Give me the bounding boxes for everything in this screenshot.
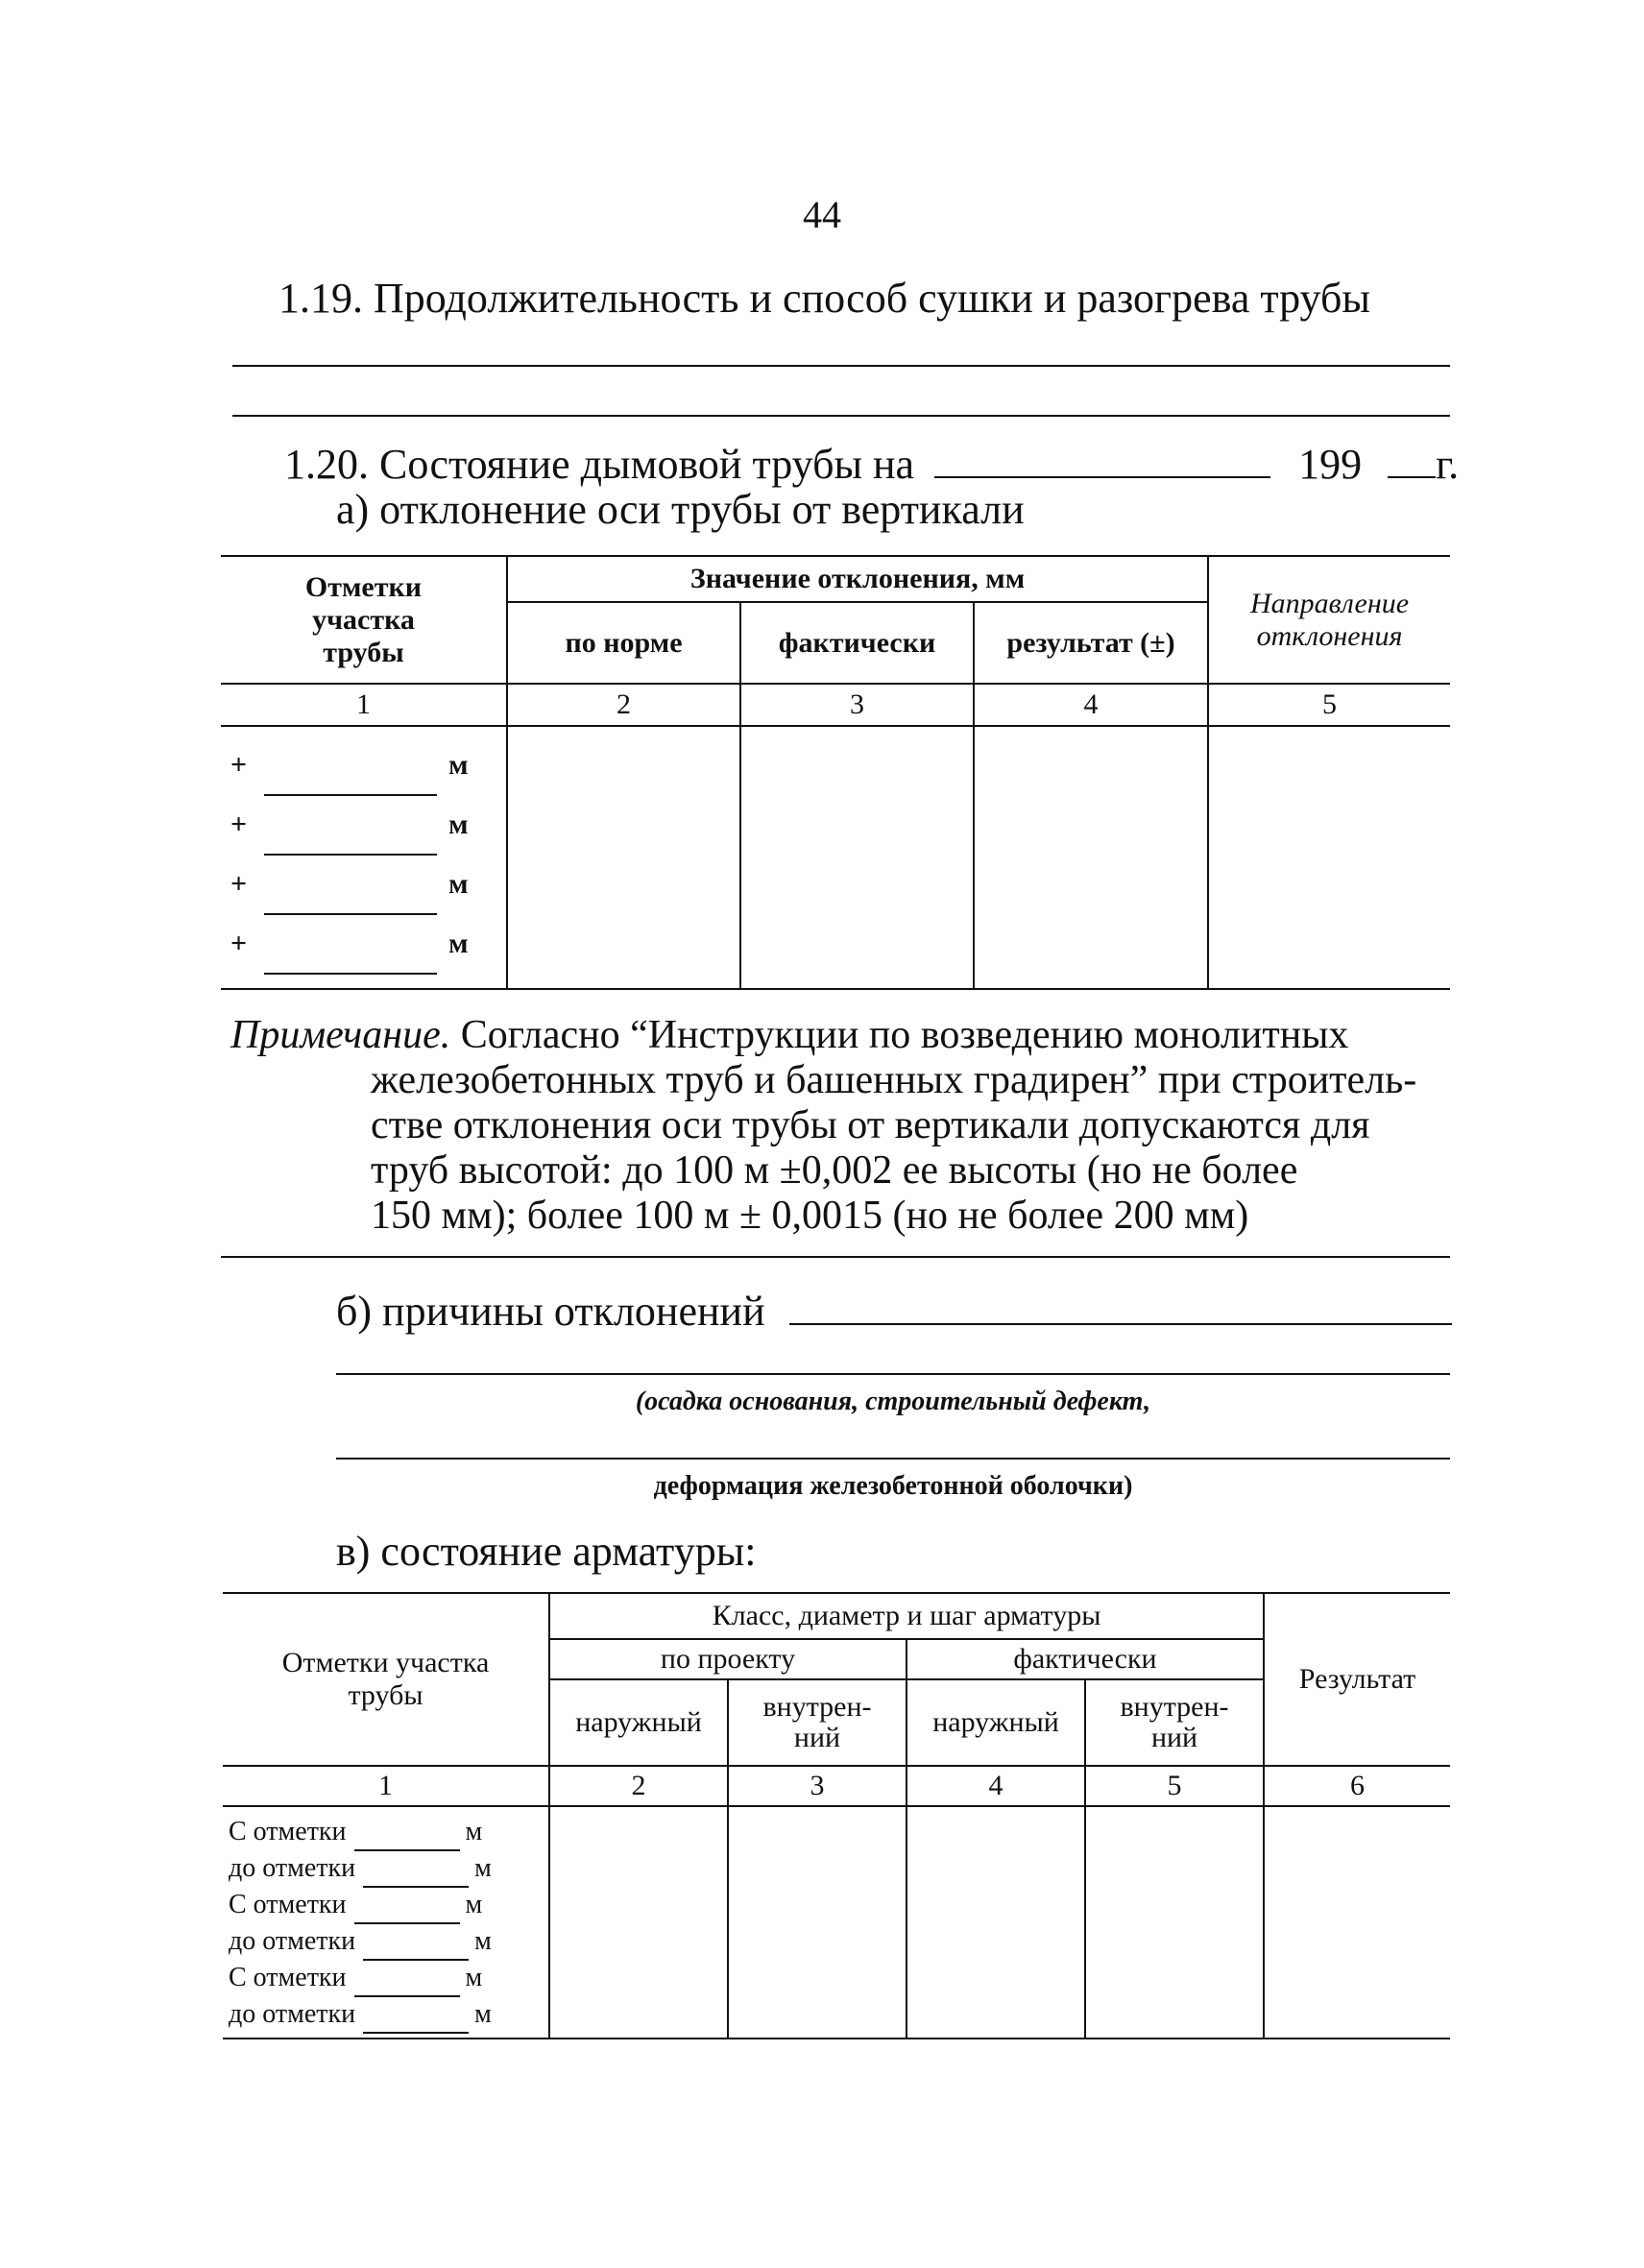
col-header-outer: наружный xyxy=(907,1679,1085,1766)
mark-blank[interactable] xyxy=(264,856,437,915)
plus-sign: + xyxy=(230,749,248,781)
col-header-norm: по норме xyxy=(507,602,740,684)
col-header-outer: наружный xyxy=(549,1679,728,1766)
unit-m: м xyxy=(465,1890,483,1919)
mark-row xyxy=(230,736,506,796)
col-header-direction: Направление отклонения xyxy=(1208,556,1450,684)
col-number: 5 xyxy=(1208,684,1450,726)
result-cell[interactable] xyxy=(1264,1806,1450,2039)
note-text: Согласно “Инструкции по возведению монолитных xyxy=(460,1013,1349,1057)
to-blank[interactable] xyxy=(363,1851,469,1888)
year-prefix: 199 xyxy=(1298,441,1363,488)
year-blank[interactable] xyxy=(1388,444,1436,478)
col-header-actual: фактически xyxy=(740,602,974,684)
marks-cell xyxy=(223,1806,549,2039)
mark-row xyxy=(230,915,506,975)
to-row xyxy=(229,1851,548,1888)
from-row xyxy=(229,1888,548,1924)
col-header-project: по проекту xyxy=(549,1639,907,1679)
note-line-3: стве отклонения оси трубы от вертикали допускаются для xyxy=(371,1103,1370,1147)
year-suffix: г. xyxy=(1436,441,1460,488)
section-1-19-title: 1.19. Продолжительность и способ сушки и разогрева трубы xyxy=(278,275,1370,322)
reasons-blank[interactable] xyxy=(789,1291,1452,1325)
from-label: С отметки xyxy=(229,1963,347,1992)
caption-2: деформация железобетонной оболочки) xyxy=(653,1471,1133,1501)
col-number: 5 xyxy=(1085,1766,1264,1806)
from-row xyxy=(229,1815,548,1851)
unit-m: м xyxy=(474,1853,492,1883)
note-label: Примечание. xyxy=(230,1013,451,1057)
col-header-group: Значение отклонения, мм xyxy=(507,556,1208,602)
col-number: 2 xyxy=(549,1766,728,1806)
norm-cell[interactable] xyxy=(507,726,740,989)
note-line-2: железобетонных труб и башенных градирен” при строитель- xyxy=(371,1058,1417,1102)
marks-cell xyxy=(221,726,507,989)
mark-blank[interactable] xyxy=(264,796,437,856)
to-row xyxy=(229,1924,548,1961)
col-number: 1 xyxy=(223,1766,549,1806)
from-blank[interactable] xyxy=(354,1961,460,1997)
from-blank[interactable] xyxy=(354,1815,460,1851)
project-outer-cell[interactable] xyxy=(549,1806,728,2039)
to-label: до отметки xyxy=(229,1999,356,2029)
mark-row xyxy=(230,796,506,856)
note-block xyxy=(230,1013,1460,1239)
col-header-group: Класс, диаметр и шаг арматуры xyxy=(549,1593,1264,1639)
col-number: 4 xyxy=(907,1766,1085,1806)
col-header-marks: Отметки участка трубы xyxy=(221,556,507,684)
to-blank[interactable] xyxy=(363,1997,469,2034)
from-label: С отметки xyxy=(229,1817,347,1846)
unit-m: м xyxy=(448,808,469,840)
col-number: 3 xyxy=(740,684,974,726)
subsection-b-title xyxy=(336,1287,1452,1336)
col-number: 6 xyxy=(1264,1766,1450,1806)
col-header-inner: внутрен-ний xyxy=(728,1679,907,1766)
section-1-20-title xyxy=(284,440,1459,489)
from-label: С отметки xyxy=(229,1890,347,1919)
plus-sign: + xyxy=(230,808,248,840)
to-label: до отметки xyxy=(229,1853,356,1883)
mark-blank[interactable] xyxy=(264,915,437,975)
col-header-result: результат (±) xyxy=(974,602,1208,684)
to-row xyxy=(229,1997,548,2034)
note-line-5: 150 мм); более 100 м ± 0,0015 (но не более 200 мм) xyxy=(371,1194,1249,1238)
col-number: 4 xyxy=(974,684,1208,726)
to-blank[interactable] xyxy=(363,1924,469,1961)
subsection-a-title: а) отклонение оси трубы от вертикали xyxy=(336,486,1025,533)
page-number: 44 xyxy=(803,193,841,236)
date-blank[interactable] xyxy=(934,444,1270,478)
blank-line xyxy=(232,415,1450,417)
col-header-marks: Отметки участка трубы xyxy=(223,1593,549,1766)
unit-m: м xyxy=(448,749,469,781)
subsection-c-title: в) состояние арматуры: xyxy=(336,1528,757,1575)
unit-m: м xyxy=(474,1926,492,1956)
reasons-line xyxy=(336,1458,1450,1460)
blank-line xyxy=(232,365,1450,367)
unit-m: м xyxy=(448,868,469,900)
note-line-1 xyxy=(230,1013,1460,1058)
actual-outer-cell[interactable] xyxy=(907,1806,1085,2039)
actual-cell[interactable] xyxy=(740,726,974,989)
col-header-result: Результат xyxy=(1264,1593,1450,1766)
direction-cell[interactable] xyxy=(1208,726,1450,989)
unit-m: м xyxy=(474,1999,492,2029)
reasons-line xyxy=(336,1373,1450,1375)
deviation-table xyxy=(221,555,1450,990)
unit-m: м xyxy=(465,1817,483,1846)
col-number: 3 xyxy=(728,1766,907,1806)
mark-blank[interactable] xyxy=(264,736,437,796)
plus-sign: + xyxy=(230,928,248,959)
note-line-4: труб высотой: до 100 м ±0,002 ее высоты (но не более xyxy=(371,1148,1298,1193)
unit-m: м xyxy=(465,1963,483,1992)
col-header-actual: фактически xyxy=(907,1639,1264,1679)
result-cell[interactable] xyxy=(974,726,1208,989)
to-label: до отметки xyxy=(229,1926,356,1956)
divider xyxy=(221,1256,1450,1258)
from-blank[interactable] xyxy=(354,1888,460,1924)
plus-sign: + xyxy=(230,868,248,900)
caption-1: (осадка основания, строительный дефект, xyxy=(635,1387,1151,1416)
mark-row xyxy=(230,856,506,915)
subsection-b-label: б) причины отклонений xyxy=(336,1288,765,1335)
col-number: 2 xyxy=(507,684,740,726)
rebar-table xyxy=(223,1592,1450,2039)
col-number: 1 xyxy=(221,684,507,726)
from-row xyxy=(229,1961,548,1997)
unit-m: м xyxy=(448,928,469,959)
col-header-inner: внутрен-ний xyxy=(1085,1679,1264,1766)
section-1-20-label: 1.20. Состояние дымовой трубы на xyxy=(284,441,915,488)
project-inner-cell[interactable] xyxy=(728,1806,907,2039)
actual-inner-cell[interactable] xyxy=(1085,1806,1264,2039)
